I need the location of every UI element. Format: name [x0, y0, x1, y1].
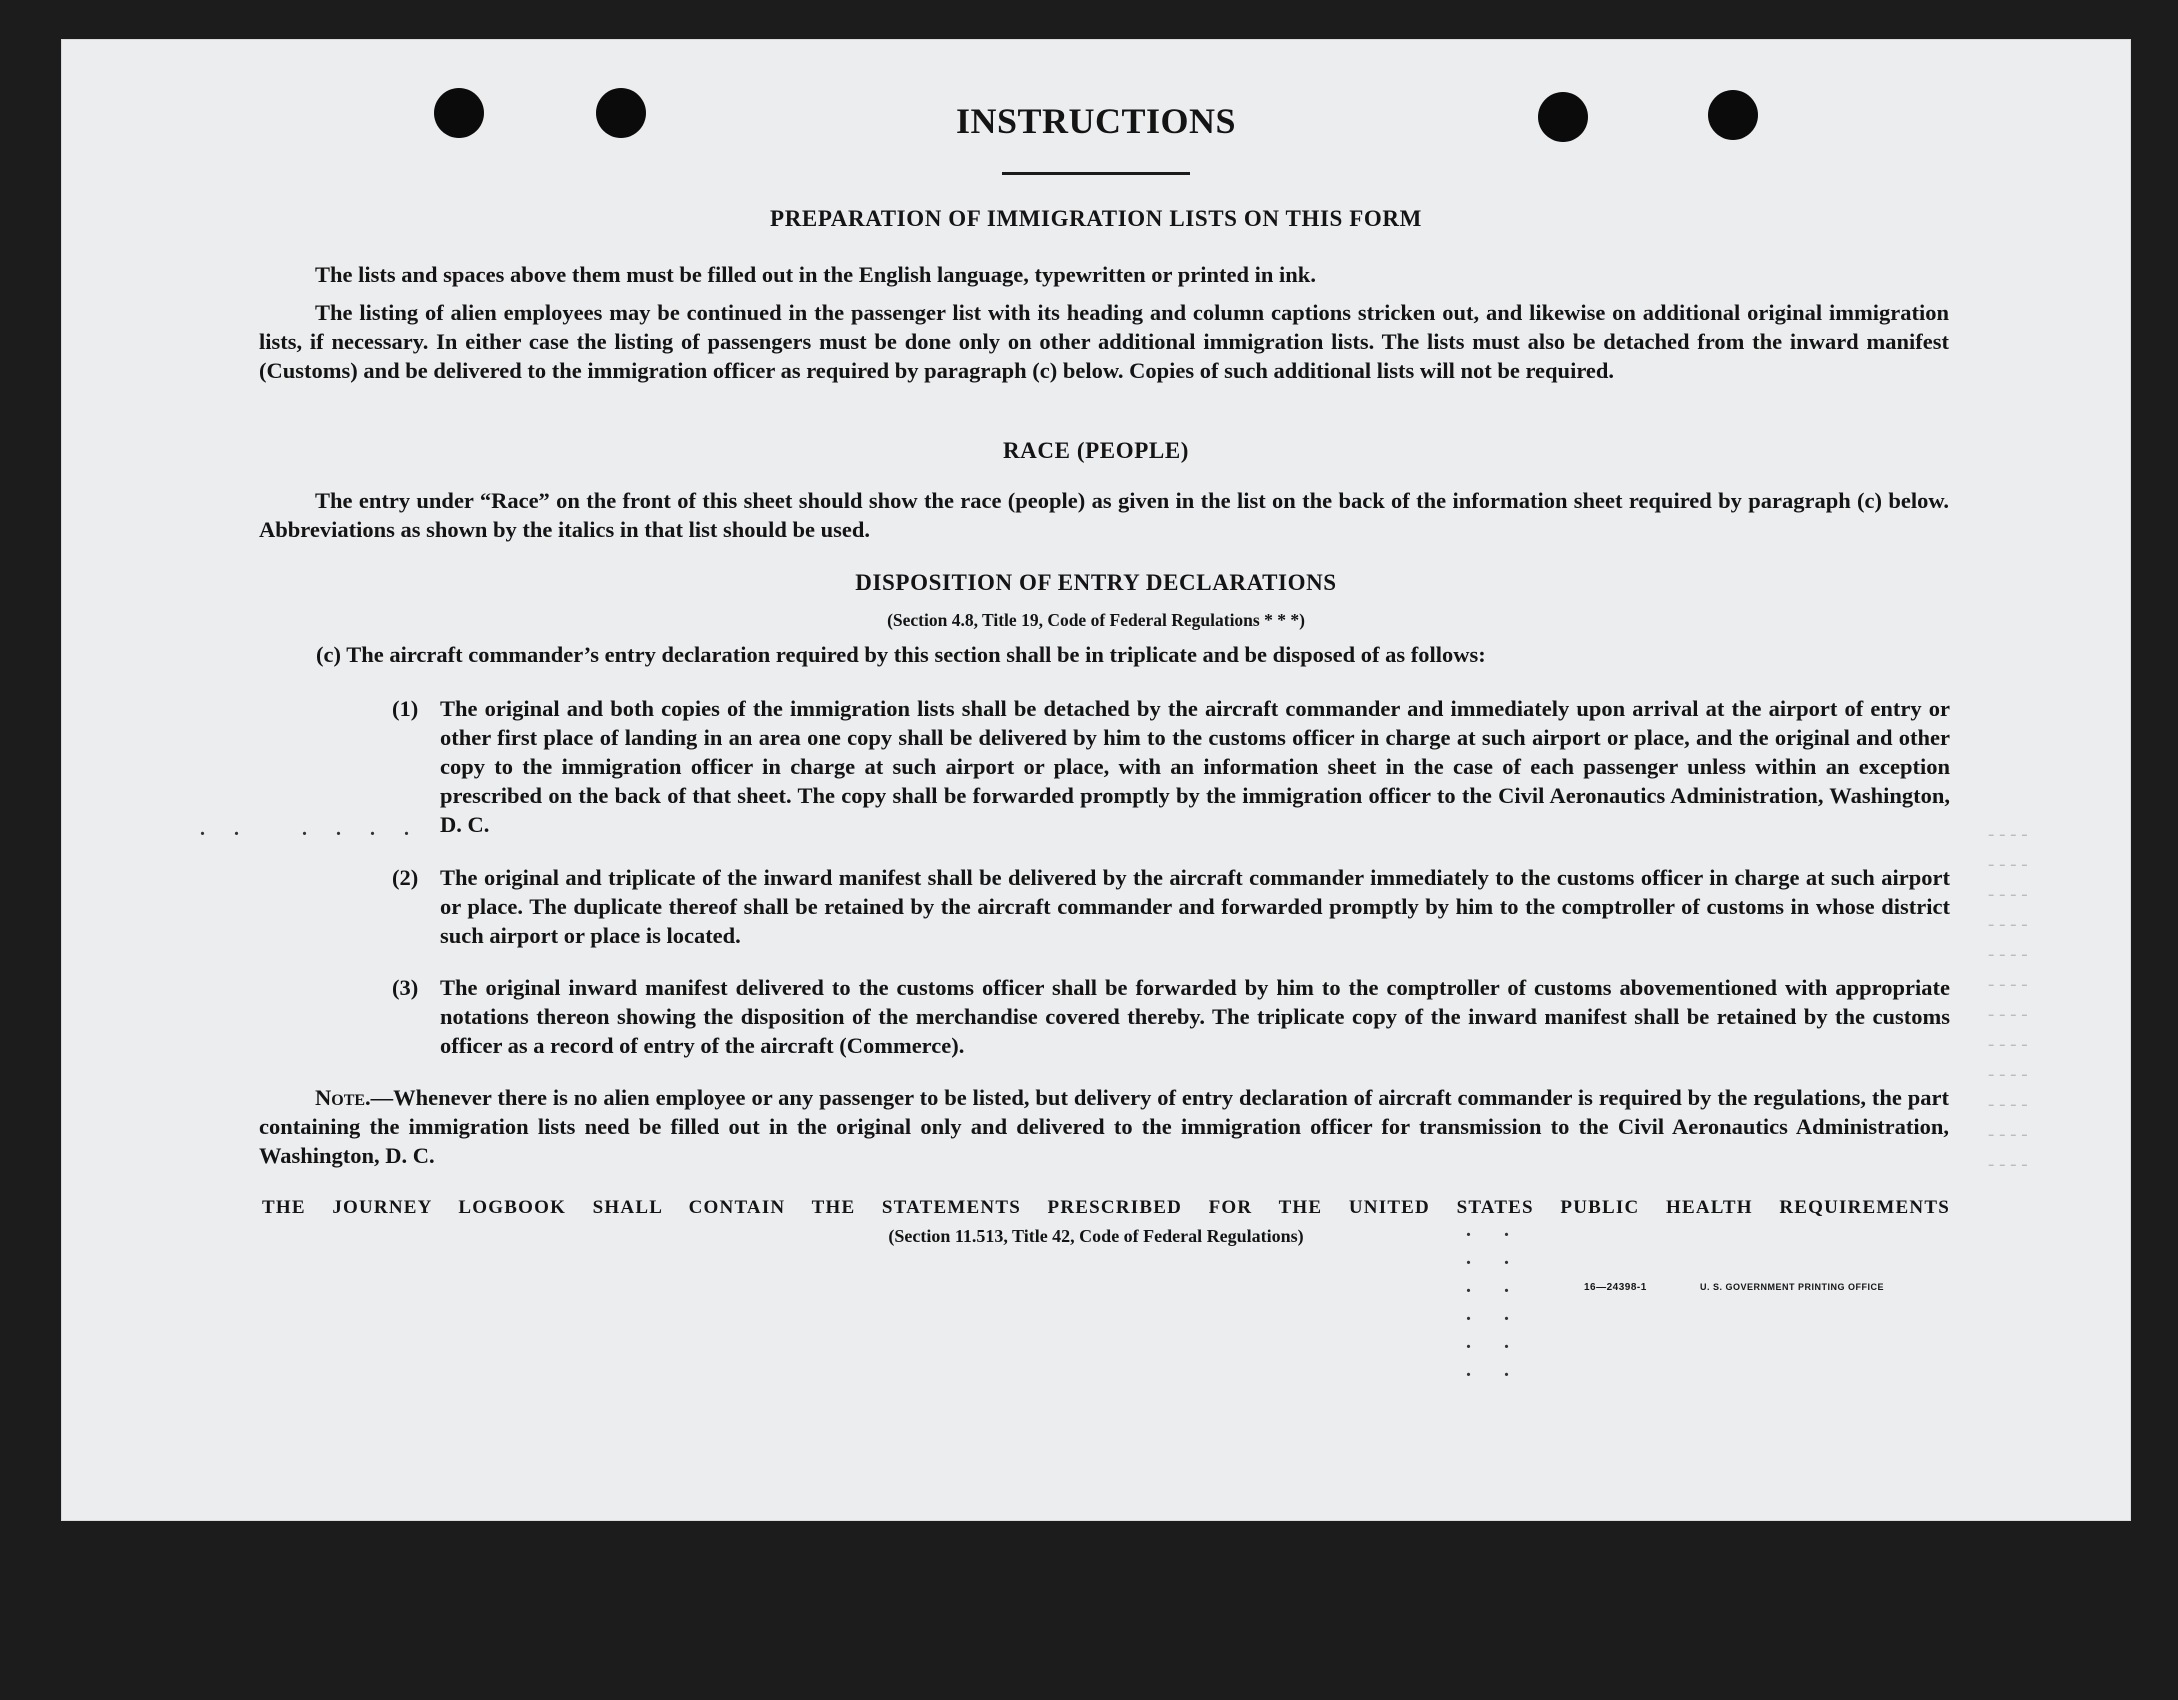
note-label: Note.	[315, 1085, 371, 1110]
paragraph-disposition-intro: (c) The aircraft commander’s entry declaration required by this section shall be in triplicate and be disposed of as follows:	[316, 642, 1486, 667]
list-item-number: (2)	[392, 865, 419, 890]
paragraph-note	[259, 1083, 1949, 1170]
margin-dots: . . . . . .	[200, 818, 421, 840]
print-code: 16—24398-1	[1584, 1282, 1647, 1293]
note-text: —Whenever there is no alien employee or any passenger to be listed, but delivery of entry declaration of aircraft commander is required by the regulations, the part containing the immigration lists need be filled out in the original only and delivered to the immigration officer for transmission to the Civil Aeronautics Administration, Washington, D. C.	[259, 1085, 1949, 1168]
margin-dots-column: . . . . . . . . . . . .	[1466, 1219, 1523, 1381]
list-item-3	[392, 973, 1950, 1060]
bleed-through-marks: - - - - - - - - - - - - - - - - - - - - - - - - - - - - - - - - - - - - - - - - - - - - - - - -	[1988, 824, 2028, 1175]
health-subheading: (Section 11.513, Title 42, Code of Federal Regulations)	[888, 1226, 1304, 1246]
list-item-number: (1)	[392, 696, 419, 721]
paragraph-preparation-1: The lists and spaces above them must be filled out in the English language, typewritten or printed in ink.	[315, 262, 1316, 287]
printer-name: U. S. GOVERNMENT PRINTING OFFICE	[1700, 1282, 1885, 1292]
list-item-text: The original and triplicate of the inward manifest shall be delivered by the aircraft commander immediately to the customs officer in charge at such airport or place. The duplicate thereof shall be retained by the aircraft commander and forwarded promptly by him to the comptroller of customs in whose district such airport or place is located.	[440, 865, 1950, 948]
title-underline	[1002, 172, 1190, 175]
page-title: INSTRUCTIONS	[955, 101, 1237, 141]
list-item-text: The original and both copies of the immigration lists shall be detached by the aircraft commander and immediately upon arrival at the airport of entry or other first place of landing in an area one copy shall be delivered by him to the customs officer in charge at such airport or place, and the original and other copy to the immigration officer in charge at such airport or place, with an information sheet in the case of each passenger unless within an exception prescribed on the back of that sheet. The copy shall be forwarded promptly by the immigration officer to the Civil Aeronautics Administration, Washington, D. C.	[440, 696, 1950, 837]
heading-race: RACE (PEOPLE)	[1002, 438, 1190, 463]
heading-preparation: PREPARATION OF IMMIGRATION LISTS ON THIS FORM	[770, 206, 1422, 231]
paragraph-race: The entry under “Race” on the front of this sheet should show the race (people) as given in the list on the back of the information sheet required by paragraph (c) below. Abbreviations as shown by the italics in that list should be used.	[259, 488, 1949, 542]
list-item-text: The original inward manifest delivered to the customs officer shall be forwarded by him to the comptroller of customs abovementioned with appropriate notations thereon showing the disposition of the merchandise covered thereby. The triplicate copy of the inward manifest shall be retained by the customs officer as a record of entry of the aircraft (Commerce).	[440, 975, 1950, 1058]
paragraph-preparation-2: The listing of alien employees may be continued in the passenger list with its heading and column captions stricken out, and likewise on additional original immigration lists, if necessary. In either case the listing of passengers must be done only on other additional immigration lists. The lists must also be detached from the inward manifest (Customs) and be delivered to the immigration officer as required by paragraph (c) below. Copies of such additional lists will not be required.	[259, 300, 1949, 383]
subheading-disposition: (Section 4.8, Title 19, Code of Federal Regulations * * *)	[887, 610, 1305, 630]
document-page	[62, 40, 2130, 1520]
list-item-1	[392, 694, 1950, 839]
list-item-2	[392, 863, 1950, 950]
list-item-number: (3)	[392, 975, 419, 1000]
heading-disposition: DISPOSITION OF ENTRY DECLARATIONS	[855, 570, 1337, 595]
health-statement: THE JOURNEY LOGBOOK SHALL CONTAIN THE STATEMENTS PRESCRIBED FOR THE UNITED STATES PUBLIC HEALTH REQUIREMENTS	[262, 1197, 1950, 1218]
